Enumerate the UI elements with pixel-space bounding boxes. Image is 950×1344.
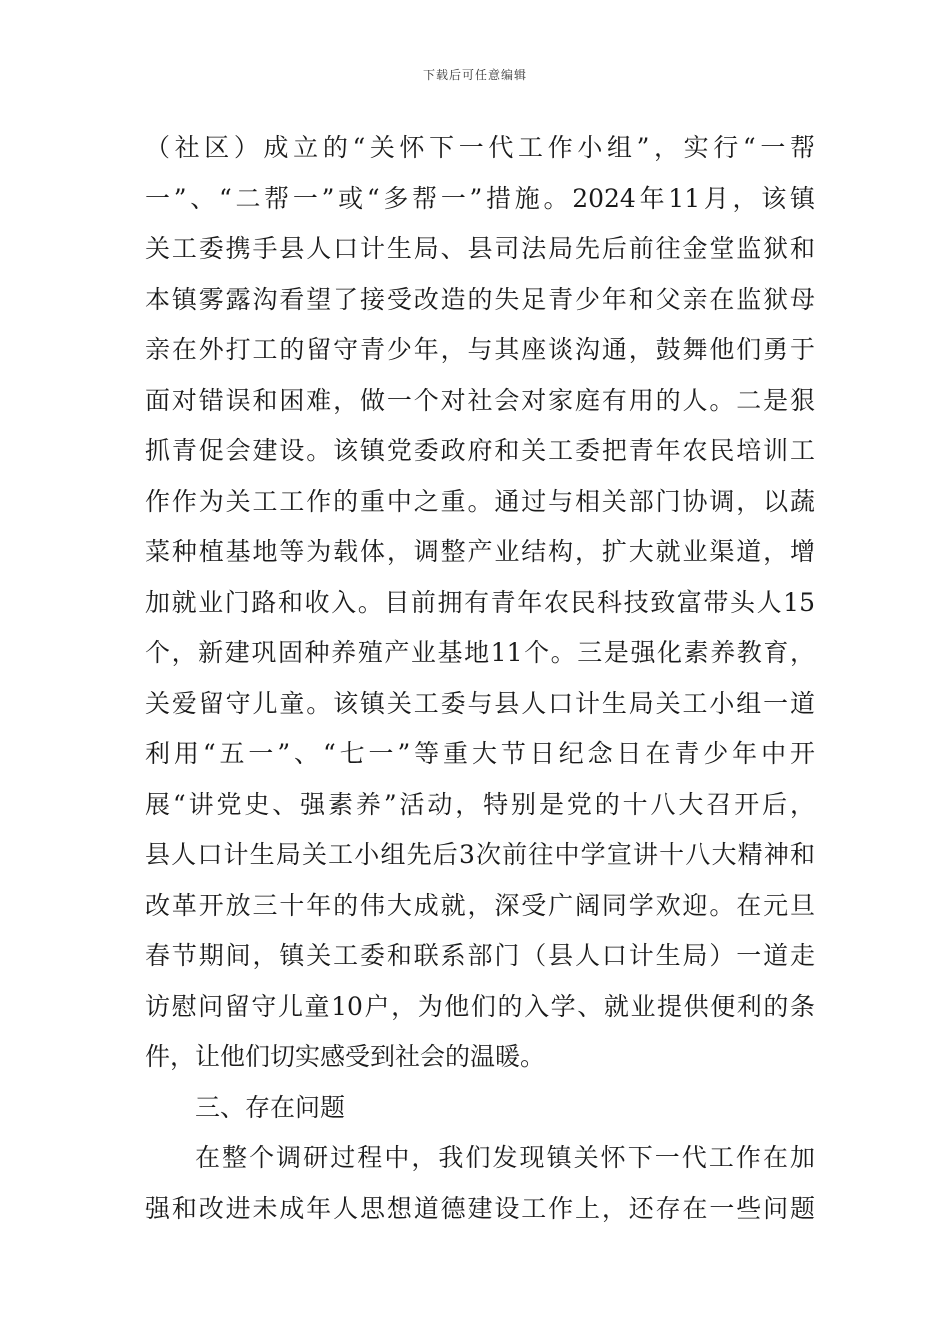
paragraph-line: 访慰问留守儿童10户，为他们的入学、就业提供便利的条 bbox=[145, 991, 815, 1021]
paragraph-line: 改革开放三十年的伟大成就，深受广阔同学欢迎。在元旦 bbox=[145, 890, 815, 920]
paragraph-line: 本镇雾露沟看望了接受改造的失足青少年和父亲在监狱母 bbox=[145, 284, 815, 314]
document-body bbox=[145, 123, 815, 1234]
paragraph-line: 加就业门路和收入。目前拥有青年农民科技致富带头人15 bbox=[145, 587, 815, 617]
paragraph-line: 个，新建巩固种养殖产业基地11个。三是强化素养教育， bbox=[145, 638, 815, 667]
paragraph-line: 菜种植基地等为载体，调整产业结构，扩大就业渠道，增 bbox=[145, 537, 815, 566]
section-heading: 三、存在问题 bbox=[195, 1092, 346, 1122]
paragraph-line: 强和改进未成年人思想道德建设工作上，还存在一些问题 bbox=[145, 1193, 815, 1223]
paragraph-line: 县人口计生局关工小组先后3次前往中学宣讲十八大精神和 bbox=[145, 840, 815, 869]
paragraph-line: 关爱留守儿童。该镇关工委与县人口计生局关工小组一道 bbox=[145, 688, 815, 718]
paragraph-line: 抓青促会建设。该镇党委政府和关工委把青年农民培训工 bbox=[145, 436, 815, 465]
paragraph-line: 面对错误和困难，做一个对社会对家庭有用的人。二是狠 bbox=[145, 385, 815, 415]
paragraph-line: 一”、“二帮一”或“多帮一”措施。2024年11月，该镇 bbox=[145, 183, 815, 213]
paragraph-line: 春节期间，镇关工委和联系部门（县人口计生局）一道走 bbox=[145, 941, 815, 970]
paragraph-line: 利用“五一”、“七一”等重大节日纪念日在青少年中开 bbox=[145, 739, 815, 768]
paragraph-line: 件，让他们切实感受到社会的温暖。 bbox=[145, 1042, 546, 1071]
page-header-note: 下载后可任意编辑 bbox=[422, 68, 527, 82]
paragraph-line: 作作为关工工作的重中之重。通过与相关部门协调，以蔬 bbox=[145, 486, 815, 516]
paragraph-line: （社区）成立的“关怀下一代工作小组”，实行“一帮 bbox=[145, 133, 815, 162]
paragraph-line: 关工委携手县人口计生局、县司法局先后前往金堂监狱和 bbox=[145, 234, 815, 263]
paragraph-line: 展“讲党史、强素养”活动，特别是党的十八大召开后， bbox=[145, 789, 815, 819]
paragraph-line: 亲在外打工的留守青少年，与其座谈沟通，鼓舞他们勇于 bbox=[145, 335, 815, 364]
paragraph-line: 在整个调研过程中，我们发现镇关怀下一代工作在加 bbox=[195, 1143, 815, 1172]
